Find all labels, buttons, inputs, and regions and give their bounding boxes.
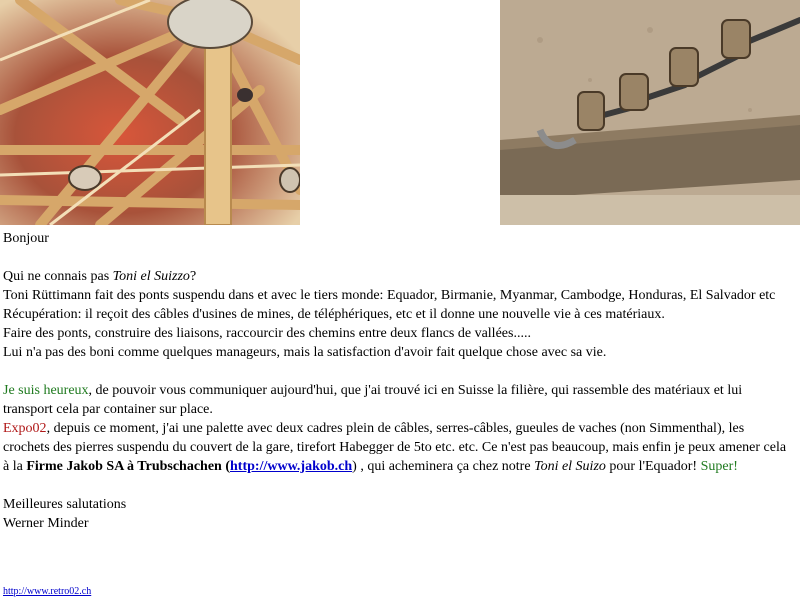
- satisfaction-line: Lui n'a pas des boni comme quelques manageurs, mais la satisfaction d'avoir fait quelque chose avec sa vie.: [3, 345, 607, 360]
- happy-text: , de pouvoir vous communiquer aujourd'hui, que j'ai trouvé ici en Suisse la filière, qui rassemble des matériaux et lui transport cela par container sur place.: [3, 383, 743, 417]
- happy-paragraph: [3, 381, 793, 419]
- blank-line: [3, 476, 793, 495]
- expo-text: , depuis ce moment, j'ai une palette avec deux cadres plein de câbles, serres-câbles, gueules de vaches (non Simmenthal), les crochets des pierres suspendu du couvert de la gare, tirefort Habegger de 5to etc. etc. Ce n'est pas beaucoup, mais enfin je peux amener cela à la: [3, 421, 787, 474]
- intro-name: Toni el Suizzo: [112, 269, 190, 284]
- blank-line: [3, 248, 793, 267]
- jakob-link[interactable]: http://www.jakob.ch: [230, 459, 353, 474]
- retro-link[interactable]: http://www.retro02.ch: [3, 586, 92, 597]
- super-highlight: Super!: [700, 459, 738, 474]
- company-name: Firme Jakob SA à Trubschachen: [26, 459, 222, 474]
- photo-roof-structure: [0, 0, 300, 225]
- greeting: Bonjour: [3, 231, 49, 246]
- photo-cable-clamps-image: [500, 0, 800, 225]
- happy-highlight: Je suis heureux: [3, 383, 89, 398]
- bridges-purpose-line: Faire des ponts, construire des liaisons, raccourcir des chemins entre deux flancs de vallées.....: [3, 326, 531, 341]
- intro-before: Qui ne connais pas: [3, 269, 113, 284]
- bridges-line: Toni Rüttimann fait des ponts suspendu dans et avec le tiers monde: Equador, Birmanie, Myanmar, Cambodge, Honduras, El Salvador etc: [3, 288, 776, 303]
- recuperation-line: Récupération: il reçoit des câbles d'usines de mines, de téléphériques, etc et il donne une nouvelle vie à ces matériaux.: [3, 307, 665, 322]
- photo-roof-structure-image: [0, 0, 300, 225]
- message-body: [3, 229, 793, 533]
- link-close-text: ) , qui acheminera ça chez notre: [352, 459, 535, 474]
- closing: Meilleures salutations: [3, 497, 127, 512]
- intro-after: ?: [189, 269, 197, 284]
- link-open-paren: (: [221, 459, 231, 474]
- intro-line: [3, 267, 793, 286]
- blank-line: [3, 362, 793, 381]
- expo-highlight: Expo02: [3, 421, 47, 436]
- expo-end: pour l'Equador!: [605, 459, 701, 474]
- photo-cable-clamps: [500, 0, 800, 225]
- signature: Werner Minder: [3, 516, 89, 531]
- expo-paragraph: [3, 419, 793, 476]
- toni-name: Toni el Suizo: [534, 459, 606, 474]
